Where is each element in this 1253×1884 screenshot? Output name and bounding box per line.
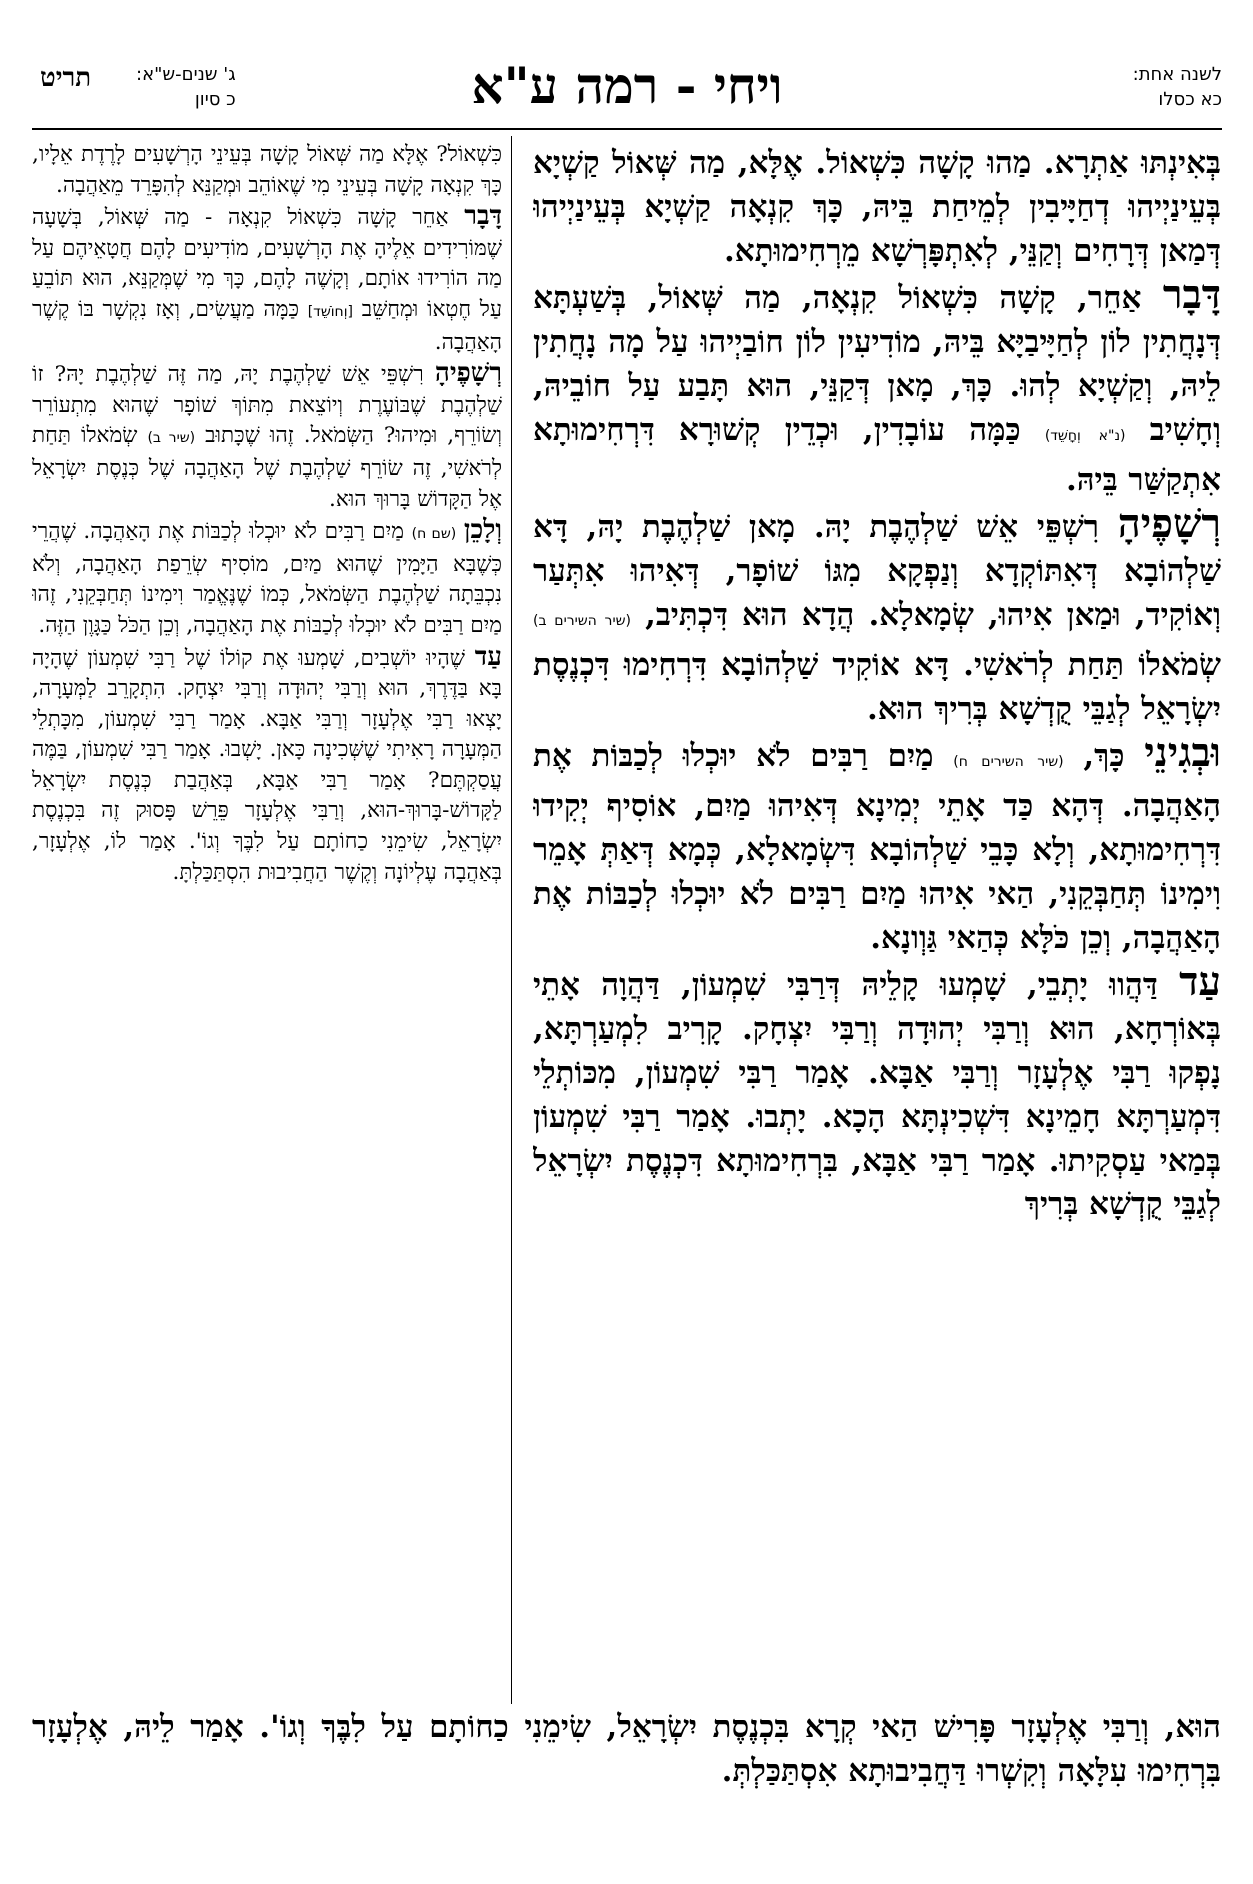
schedule-date-one-year: כא כסלו [1158,89,1222,110]
paragraph-text: כָּךְ, [1083,738,1125,775]
paragraph-text: שֶׁהָיוּ יוֹשְׁבִים, שָׁמְעוּ אֶת קוֹלוֹ שֶׁל רַבִּי שִׁמְעוֹן שֶׁהָיָה בָּא בַּדֶּרֶךְ, הוּא וְרַבִּי יְהוּדָה וְרַבִּי יִצְחָק. הִתְקָרֵב לַמְּעָרָה, יָצְאוּ רַבִּי אֶלְעָזָר וְרַבִּי אַבָּא. אָמַר רַבִּי שִׁמְעוֹן, מִכָּתְלֵי הַמְּעָרָה רָאִיתִי שֶׁשְּׁכִינָה כָּאן. יָשְׁבוּ. אָמַר רַבִּי שִׁמְעוֹן, בַּמֶּה עֲסַקְתֶּם? אָמַר רַבִּי אַבָּא, בְּאַהֲבַת כְּנֶסֶת יִשְׂרָאֵל לַקָּדוֹשׁ-בָּרוּךְ-הוּא, וְרַבִּי אֶלְעָזָר פֵּרֵשׁ פָּסוּק זֶה בִּכְנֶסֶת יִשְׂרָאֵל, שִׂימֵנִי כַחוֹתָם עַל לִבֶּךָ וְגוֹ'. אָמַר לוֹ, אֶלְעָזָר, בְּאַהֲבָה עֶלְיוֹנָה וְקֶשֶׁר הַחֲבִיבוּת הִסְתַּכַּלְתָּ. [32,645,502,885]
side-paragraph [32,201,502,358]
schedule-label-one-year: לשנה אחת: [1132,64,1222,85]
paragraph-text: רִשְׁפֵּי אֵשׁ שַׁלְהֶבֶת יָהּ, מַה זֶּה שַׁלְהֶבֶת יָהּ? זוֹ שַׁלְהֶבֶת שֶׁבּוֹעֶרֶת וְיוֹצֵאת מִתּוֹךְ שׁוֹפָר שֶׁהוּא מִתְעוֹרֵר וְשׂוֹרֵף, וּמִיהוּ? הַשְּׂמֹאל. זֶהוּ שֶׁכָּתוּב [32,362,502,449]
paragraph-lead-word: עַד [474,641,502,672]
paragraph-text-cont: כַּמָּה מַעֲשִׂים, וְאָז נִקְשָׁר בּוֹ קֶשֶׁר הָאַהֲבָה. [32,296,502,355]
paragraph-lead-word: עַד [1179,958,1221,1006]
paragraph-lead-word: וּבְגִינֵי [1144,729,1221,777]
paragraph-text-cont: שְׂמֹאלוֹ תַּחַת לְרֹאשִׁי, זֶה שׂוֹרֵף שַׁלְהֶבֶת שֶׁל הָאַהֲבָה שֶׁל כְּנֶסֶת יִשְׂרָאֵל אֶל הַקָּדוֹשׁ בָּרוּךְ הוּא. [32,423,502,512]
paragraph-text-cont: כַּמָּה עוֹבָדִין, וּכְדֵין קְשׁוּרָא דִּרְחִימוּתָא אִתְקַשַּׁר בֵּיהּ. [533,411,1221,498]
source-citation: (נ"א וְחָשֵׁד) [1044,427,1126,444]
source-citation: (שיר ב) [147,430,196,447]
paragraph-text: כִּשְׁאוֹל? אֶלָּא מַה שְּׁאוֹל קָשָׁה בְּעֵינֵי הָרְשָׁעִים לָרֶדֶת אֵלָיו, כָּךְ קִנְאָה קָשָׁה בְּעֵינֵי מִי שֶׁאוֹהֵב וּמְקַנֵּא לְהִפָּרֵד מֵאַהֲבָה. [32,142,502,198]
page-header [32,58,1222,130]
source-citation: (שיר השירים ח) [953,754,1064,771]
paragraph-text: אַחֵר, קָשָׁה כִּשְׁאוֹל קִנְאָה, מַה שְּׁאוֹל, בְּשַׁעְתָּא דְּנָחֲתִין לוֹן לְחַיָּיבַיָּא בֵּיהּ, מוֹדִיעִין לוֹן חוֹבַיְיהוּ עַל מָה נָחֲתִין לֵיהּ, וְקַשְׁיָא לְהוּ. כָּךְ, מָאן דְּקַנֵּי, הוּא תָּבַע עַל חוֹבֵיהּ, וְחָשִׁיב [533,280,1221,448]
paragraph-lead-word: דָּבָר [1162,271,1221,319]
schedule-three-year-dates [136,62,236,112]
bottom-paragraph: הוּא, וְרַבִּי אֶלְעָזָר פָּרִישׁ הַאי קְרָא בִּכְנֶסֶת יִשְׂרָאֵל, שִׂימֵנִי כַחוֹתָם עַל לִבֶּךָ וְגוֹ'. אָמַר לֵיהּ, אֶלְעָזָר בִּרְחִימוּ עִלָּאָה וְקִשְׁרוּ דַּחֲבִיבוּתָא אִסְתַּכַּלְתְּ. [32,1709,1221,1789]
column-divider [511,136,512,1704]
paragraph-lead-word: רְשָׁפֶיהָ [434,358,502,389]
hebrew-translation-column [32,138,502,1704]
paragraph-text: בְּאִינְתּוּ אַתְרָא. מַהוּ קָשָׁה כִּשְׁאוֹל. אֶלָּא, מַה שְּׁאוֹל קַשְׁיָא בְּעֵינַיְיהוּ דְחַיָּיבִין לְמֵיחַת בֵּיהּ, כָּךְ קִנְאָה קַשְׁיָא בְּעֵינַיְיהוּ דְּמַאן דְּרָחִים וְקַנֵּי, לְאִתְפָּרְשָׁא מֵרְחִימוּתָא. [533,145,1221,269]
schedule-label-three-year: ג' שנים-ש"א: [136,64,236,85]
paragraph-text-cont: שְׂמֹאלוֹ תַּחַת לְרֹאשִׁי. דָּא אוֹקִיד שַׁלְהוֹבָא דִּרְחִימוּ דִּכְנֶסֶת יִשְׂרָאֵל לְגַבֵּי קֻדְשָׁא בְּרִיךְ הוּא. [533,646,1221,727]
paragraph-lead-word: רְשָׁפֶיהָ [1117,500,1221,548]
source-citation: (שם ח) [411,526,457,543]
main-paragraph [533,138,1221,273]
source-citation: [וְחוֹשֵׁד] [307,303,353,320]
main-paragraph [533,273,1221,502]
aramaic-main-column [533,138,1221,1704]
main-paragraph [533,502,1221,731]
side-paragraph [32,358,502,515]
paragraph-lead-word: דָּבָר [464,201,502,232]
schedule-date-three-year: כ סיון [194,89,236,110]
source-citation: (שיר השירים ב) [533,612,631,629]
page-folio-number: תריט [40,63,92,93]
full-width-bottom-text [32,1706,1221,1856]
paragraph-text: אַחֵר קָשָׁה כִּשְׁאוֹל קִנְאָה - מַה שְּׁאוֹל, בְּשָׁעָה שֶׁמּוֹרִידִים אֵלֶיהָ אֶת הָרְשָׁעִים, מוֹדִיעִים לָהֶם חֲטָאֵיהֶם עַל מַה הוֹרִידוּ אוֹתָם, וְקָשֶׁה לָהֶם, כָּךְ מִי שֶׁמְּקַנֵּא, הוּא תּוֹבֵעַ עַל חֶטְאוֹ וּמְחַשֵּׁב [32,205,502,322]
side-paragraph [32,515,502,641]
paragraph-lead-word: וְלָכֵן [463,515,502,546]
page-title: ויחי - רמה ע"א [471,56,783,115]
paragraph-text: רִשְׁפֵּי אֵשׁ שַׁלְהֶבֶת יָהּ. מָאן שַׁלְהֶבֶת יָהּ, דָּא שַׁלְהוֹבָא דְּאִתּוֹקְדָא וְנַפְקָא מִגּוֹ שׁוֹפָר, דְּאִיהוּ אִתְּעַר וְאוֹקִיד, וּמַאן אִיהוּ, שְׂמָאלָא. הֲדָא הוּא דִּכְתִּיב, [533,509,1221,633]
main-paragraph [533,960,1221,1227]
side-paragraph [32,642,502,889]
paragraph-text-cont: מַיִם רַבִּים לֹא יוּכְלוּ לְכַבּוֹת אֶת הָאַהֲבָה. שֶׁהֲרֵי כְּשֶׁבָּא הַיָּמִין שֶׁהוּא מַיִם, מוֹסִיף שְׂרֵפַת הָאַהֲבָה, וְלֹא נִכְבֵּתָה שַׁלְהֶבֶת הַשְּׂמֹאל, כְּמוֹ שֶׁנֶּאֱמַר וִימִינוֹ תְּחַבְּקֵנִי, זֶהוּ מַיִם רַבִּים לֹא יוּכְלוּ לְכַבּוֹת אֶת הָאַהֲבָה, וְכֵן הַכֹּל כַּגָּוֶן הַזֶּה. [32,519,502,638]
header-rule [32,128,1222,130]
main-paragraph [533,731,1221,960]
paragraph-text-cont: מַיִם רַבִּים לֹא יוּכְלוּ לְכַבּוֹת אֶת הָאַהֲבָה. דְּהָא כַּד אָתֵי יְמִינָא דְּאִיהוּ מַיִם, אוֹסִיף יְקִידוּ דִּרְחִימוּתָא, וְלָא כָּבֵי שַׁלְהוֹבָא דִּשְׂמָאלָא, כְּמָא דְּאַתְּ אָמֵר וִימִינוֹ תְּחַבְּקֵנִי, הַאי אִיהוּ מַיִם רַבִּים לֹא יוּכְלוּ לְכַבּוֹת אֶת הָאַהֲבָה, וְכֵן כֹּלָּא כְּהַאי גַּוְונָא. [533,738,1221,956]
paragraph-text: דַּהֲווּ יָתְבֵי, שָׁמְעוּ קָלֵיהּ דְּרַבִּי שִׁמְעוֹן, דַּהֲוָה אָתֵי בְּאוֹרְחָא, הוּא וְרַבִּי יְהוּדָה וְרַבִּי יִצְחָק. קָרִיב לִמְעַרְתָּא, נָפְקוּ רַבִּי אֶלְעָזָר וְרַבִּי אַבָּא. אָמַר רַבִּי שִׁמְעוֹן, מִכּוֹתְלֵי דִּמְעַרְתָּא חָמֵינָא דִּשְׁכִינְתָּא הָכָא. יָתְבוּ. אָמַר רַבִּי שִׁמְעוֹן בְּמַאי עַסְקִיתוּ. אָמַר רַבִּי אַבָּא, בִּרְחִימוּתָא דִּכְנֶסֶת יִשְׂרָאֵל לְגַבֵּי קֻדְשָׁא בְּרִיךְ [533,967,1221,1223]
side-paragraph [32,138,502,201]
